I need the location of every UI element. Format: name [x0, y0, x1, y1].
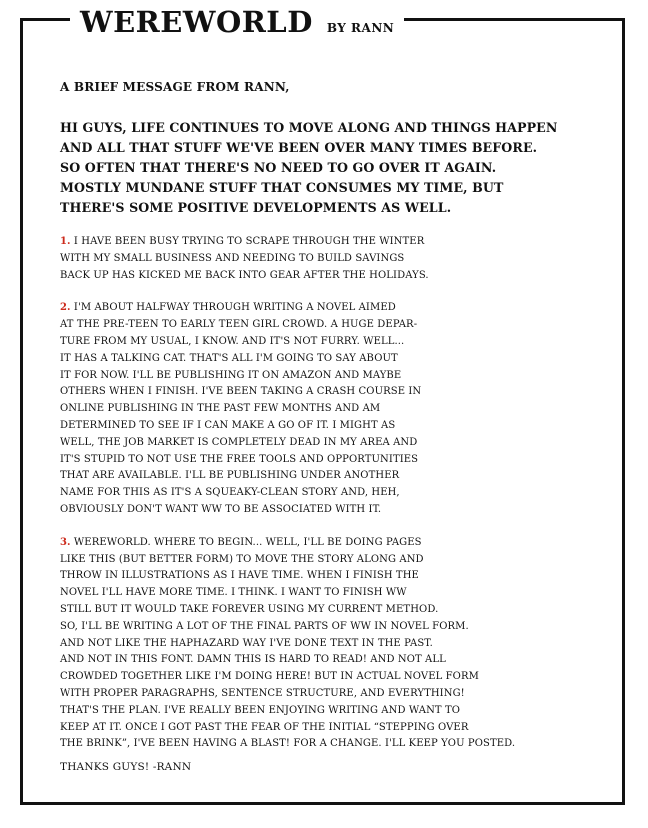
item-line: ONLINE PUBLISHING IN THE PAST FEW MONTHS AND AM	[60, 403, 381, 415]
item-line-text: I HAVE BEEN BUSY TRYING TO SCRAPE THROUGH THE WINTER	[73, 236, 425, 247]
item-line-text: I'M ABOUT HALFWAY THROUGH WRITING A NOVEL AIMED	[73, 302, 396, 314]
item-line: NAME FOR THIS AS IT'S A SQUEAKY-CLEAN STORY AND, HEH,	[60, 487, 400, 499]
item-line: WITH PROPER PARAGRAPHS, SENTENCE STRUCTURE, AND EVERYTHING!	[60, 687, 465, 699]
item-line: THAT'S THE PLAN. I'VE REALLY BEEN ENJOYING WRITING AND WANT TO	[60, 704, 461, 716]
item-line: OTHERS WHEN I FINISH. I'VE BEEN TAKING A CRASH COURSE IN	[60, 386, 422, 398]
title-plate	[70, 4, 404, 40]
intro-line: HI GUYS, LIFE CONTINUES TO MOVE ALONG AND THINGS HAPPEN	[60, 120, 558, 135]
item-line: TURE FROM MY USUAL, I KNOW. AND IT'S NOT FURRY. WELL...	[60, 335, 405, 347]
intro-line: MOSTLY MUNDANE STUFF THAT CONSUMES MY TIME, BUT	[60, 180, 504, 195]
signoff: THANKS GUYS! -RANN	[60, 761, 192, 774]
item-number: 1.	[60, 236, 71, 247]
item-1	[60, 234, 615, 284]
intro-line: SO OFTEN THAT THERE'S NO NEED TO GO OVER IT AGAIN.	[60, 160, 497, 175]
item-line: AT THE PRE-TEEN TO EARLY TEEN GIRL CROWD. A HUGE DEPAR-	[60, 319, 418, 331]
item-line: THAT ARE AVAILABLE. I'LL BE PUBLISHING UNDER ANOTHER	[60, 470, 400, 482]
item-line: KEEP AT IT. ONCE I GOT PAST THE FEAR OF THE INITIAL “STEPPING OVER	[60, 721, 469, 733]
item-line: DETERMINED TO SEE IF I CAN MAKE A GO OF IT. I MIGHT AS	[60, 419, 396, 431]
page-title: WEREWORLD	[80, 5, 313, 39]
item-line: IT FOR NOW. I'LL BE PUBLISHING IT ON AMAZON AND MAYBE	[60, 369, 402, 381]
item-line: LIKE THIS (BUT BETTER FORM) TO MOVE THE STORY ALONG AND	[60, 553, 424, 565]
item-line: CROWDED TOGETHER LIKE I'M DOING HERE! BUT IN ACTUAL NOVEL FORM	[60, 671, 479, 683]
intro-line: AND ALL THAT STUFF WE'VE BEEN OVER MANY TIMES BEFORE.	[60, 140, 538, 155]
item-line-text: WEREWORLD. WHERE TO BEGIN... WELL, I'LL BE DOING PAGES	[73, 536, 422, 548]
item-3	[60, 535, 615, 753]
item-line: IT'S STUPID TO NOT USE THE FREE TOOLS AND OPPORTUNITIES	[60, 453, 419, 465]
item-line: THE BRINK”, I'VE BEEN HAVING A BLAST! FOR A CHANGE. I'LL KEEP YOU POSTED.	[60, 738, 516, 750]
item-line: SO, I'LL BE WRITING A LOT OF THE FINAL PARTS OF WW IN NOVEL FORM.	[60, 620, 469, 632]
intro-paragraph	[60, 118, 615, 218]
intro-line: THERE'S SOME POSITIVE DEVELOPMENTS AS WELL.	[60, 200, 452, 215]
item-line: WITH MY SMALL BUSINESS AND NEEDING TO BUILD SAVINGS	[60, 252, 405, 264]
item-number: 2.	[60, 302, 71, 314]
byline: BY RANN	[326, 21, 395, 35]
item-2	[60, 300, 615, 518]
item-line: AND NOT LIKE THE HAPHAZARD WAY I'VE DONE TEXT IN THE PAST.	[60, 637, 433, 649]
item-line	[60, 300, 615, 317]
greeting: A BRIEF MESSAGE FROM RANN,	[60, 80, 290, 94]
item-line: BACK UP HAS KICKED ME BACK INTO GEAR AFTER THE HOLIDAYS.	[60, 269, 429, 281]
item-number: 3.	[60, 536, 71, 548]
item-line: IT HAS A TALKING CAT. THAT'S ALL I'M GOING TO SAY ABOUT	[60, 352, 398, 364]
item-line: STILL BUT IT WOULD TAKE FOREVER USING MY CURRENT METHOD.	[60, 603, 439, 615]
item-line	[60, 535, 615, 552]
item-line: OBVIOUSLY DON'T WANT WW TO BE ASSOCIATED WITH IT.	[60, 503, 382, 515]
item-line: NOVEL I'LL HAVE MORE TIME. I THINK. I WANT TO FINISH WW	[60, 587, 407, 599]
item-line: THROW IN ILLUSTRATIONS AS I HAVE TIME. WHEN I FINISH THE	[60, 570, 419, 582]
item-line: WELL, THE JOB MARKET IS COMPLETELY DEAD IN MY AREA AND	[60, 436, 418, 448]
item-line	[60, 234, 615, 251]
item-line: AND NOT IN THIS FONT. DAMN THIS IS HARD TO READ! AND NOT ALL	[60, 654, 446, 666]
message-body	[60, 78, 615, 775]
